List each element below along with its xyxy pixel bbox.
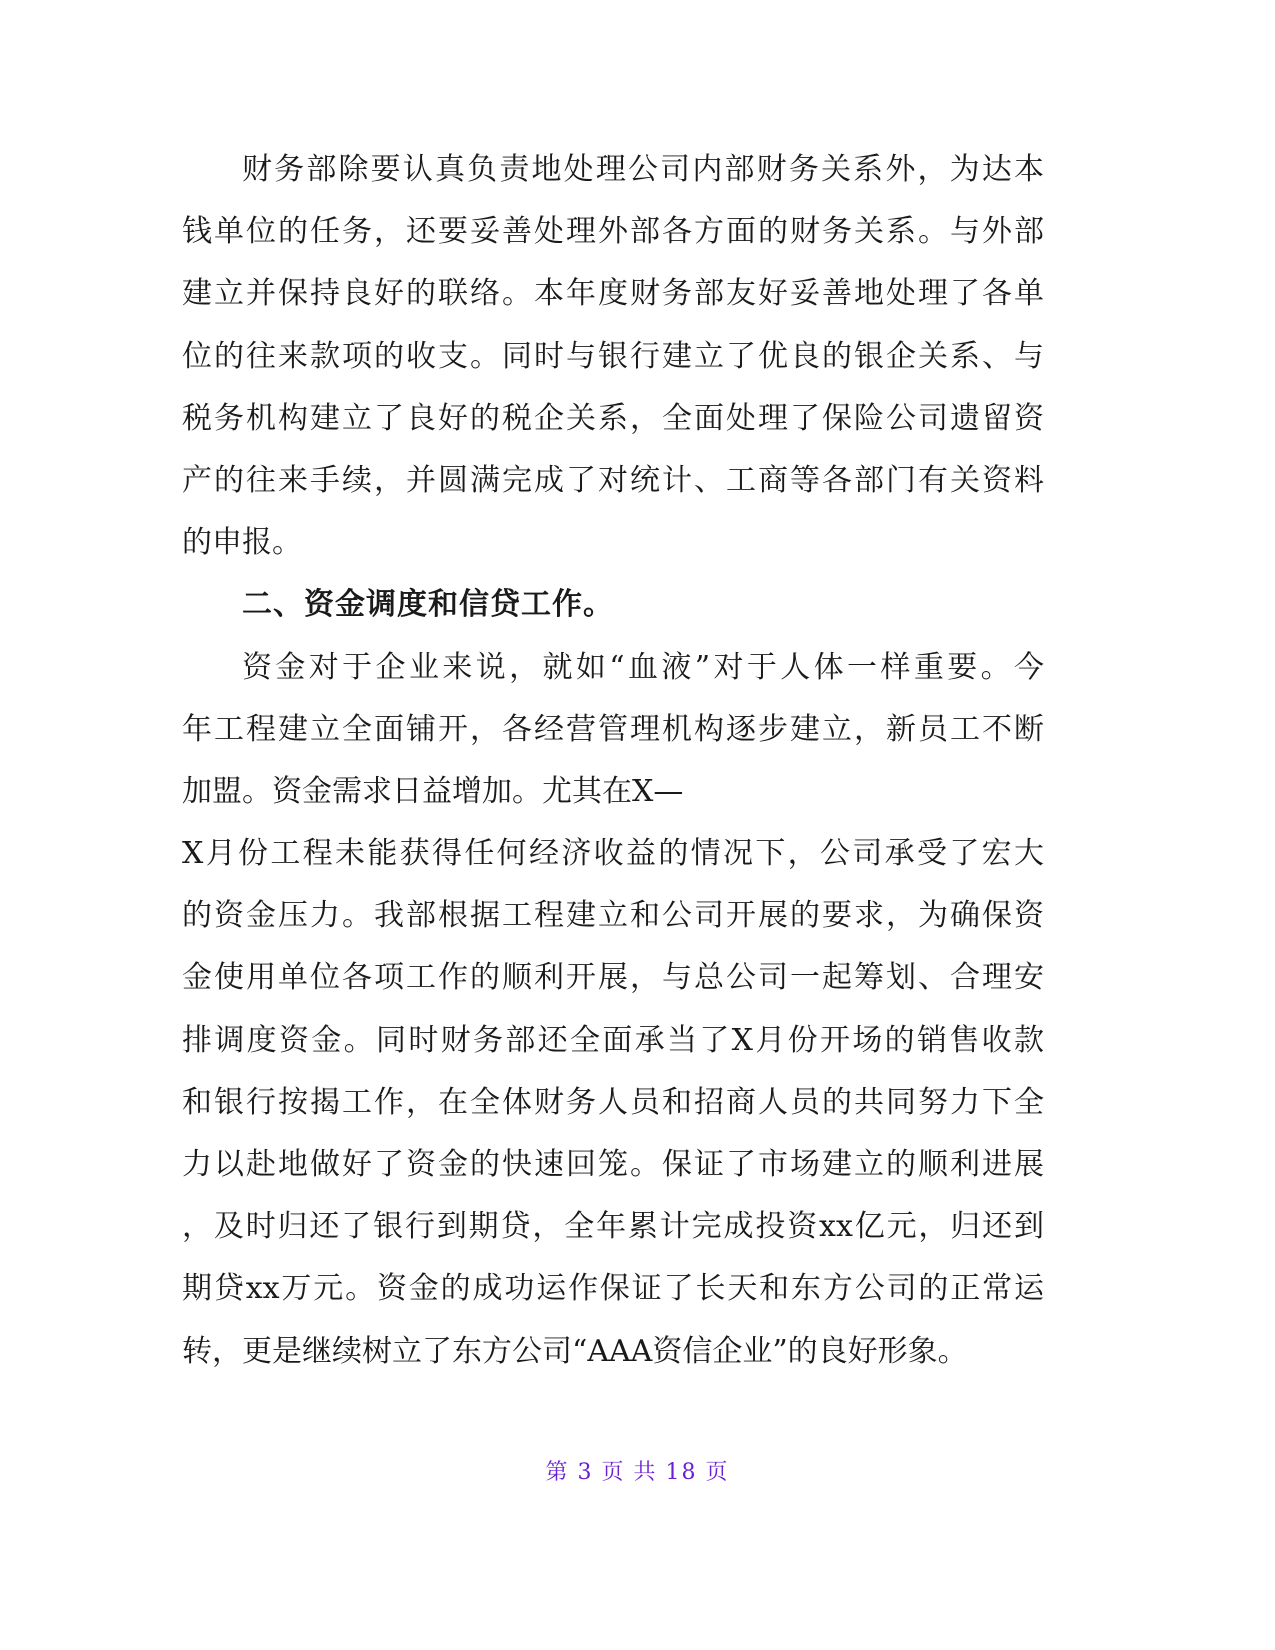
paragraph-line: 资金对于企业来说，就如“血液”对于人体一样重要。今: [242, 649, 1044, 685]
paragraph-line: 和银行按揭工作，在全体财务人员和招商人员的共同努力下全: [182, 1084, 1044, 1120]
footer-total-unit: 页: [705, 1460, 730, 1485]
paragraph-line: 的资金压力。我部根据工程建立和公司开展的要求，为确保资: [182, 898, 1044, 934]
section-heading: 二、资金调度和信贷工作。: [242, 587, 614, 623]
page-footer: [0, 1455, 1275, 1486]
paragraph-line: 金使用单位各项工作的顺利开展，与总公司一起筹划、合理安: [182, 960, 1044, 996]
footer-total-pages: 18: [665, 1460, 698, 1485]
footer-page-word: 第: [545, 1460, 570, 1485]
paragraph-line: 的申报。: [182, 525, 302, 561]
footer-total-word: 共: [633, 1460, 658, 1485]
paragraph-line: 位的往来款项的收支。同时与银行建立了优良的银企关系、与: [182, 338, 1044, 374]
paragraph-line: 年工程建立全面铺开，各经营管理机构逐步建立，新员工不断: [182, 711, 1044, 747]
paragraph-line: 钱单位的任务，还要妥善处理外部各方面的财务关系。与外部: [182, 214, 1044, 250]
footer-current-page: 3: [577, 1460, 594, 1485]
paragraph-line: 税务机构建立了良好的税企关系，全面处理了保险公司遗留资: [182, 400, 1044, 436]
paragraph-line: 财务部除要认真负责地处理公司内部财务关系外，为达本: [242, 152, 1044, 187]
paragraph-line: 转，更是继续树立了东方公司“AAA资信企业”的良好形象。: [182, 1333, 968, 1369]
document-body: [182, 139, 1044, 1383]
paragraph-line: 力以赴地做好了资金的快速回笼。保证了市场建立的顺利进展: [182, 1147, 1044, 1182]
paragraph-line: ，及时归还了银行到期贷，全年累计完成投资xx亿元，归还到: [182, 1209, 1044, 1245]
paragraph-line: 排调度资金。同时财务部还全面承当了X月份开场的销售收款: [182, 1022, 1044, 1058]
paragraph-line: 产的往来手续，并圆满完成了对统计、工商等各部门有关资料: [182, 462, 1044, 498]
paragraph-line: 加盟。资金需求日益增加。尤其在X—: [182, 773, 684, 809]
paragraph-line: 建立并保持良好的联络。本年度财务部友好妥善地处理了各单: [182, 276, 1044, 312]
paragraph-line: 期贷xx万元。资金的成功运作保证了长天和东方公司的正常运: [182, 1271, 1044, 1307]
footer-page-unit: 页: [601, 1460, 626, 1485]
paragraph-line: X月份工程未能获得任何经济收益的情况下，公司承受了宏大: [182, 836, 1044, 872]
